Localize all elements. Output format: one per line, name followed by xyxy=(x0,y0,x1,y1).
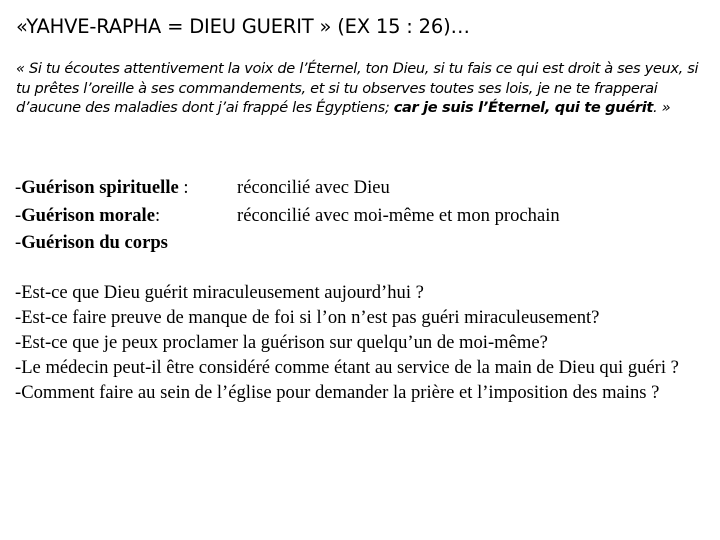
healing-dash: - xyxy=(15,232,22,254)
healing-dash: - xyxy=(15,177,22,198)
question-item: -Est-ce que Dieu guérit miraculeusement aujourd’hui ? xyxy=(15,282,424,303)
scripture-quote xyxy=(16,59,706,118)
quote-end: . » xyxy=(653,99,671,117)
question-item: -Est-ce que je peux proclamer la guérison sur quelqu’un de moi-même? xyxy=(15,332,548,354)
page-title: «YAHVE-RAPHA = DIEU GUERIT » (EX 15 : 26)… xyxy=(16,15,470,38)
healing-dash: - xyxy=(15,204,22,226)
healing-separator: : xyxy=(178,177,189,198)
question-item: -Comment faire au sein de l’église pour demander la prière et l’imposition des mains ? xyxy=(15,382,660,404)
quote-text: « Si tu écoutes attentivement la voix de l’Éternel, ton Dieu, si tu fais ce qui est droit à ses yeux, si tu prêtes l’oreille à ses commandements, et si tu observes toutes ses lois, je ne te frapperai d’aucune des maladies dont j’ai frappé les Égyptiens; xyxy=(16,60,699,117)
healing-item-body xyxy=(15,229,705,257)
healing-item-spiritual xyxy=(15,174,705,202)
questions-list xyxy=(15,283,699,408)
question-item: -Est-ce faire preuve de manque de foi si l’on n’est pas guéri miraculeusement? xyxy=(15,307,600,329)
healing-value: réconcilié avec Dieu xyxy=(237,177,390,198)
question-item: -Le médecin peut-il être considéré comme étant au service de la main de Dieu qui guéri ? xyxy=(15,357,679,379)
healing-item-moral xyxy=(15,202,705,230)
quote-bold-text: car je suis l’Éternel, qui te guérit xyxy=(393,99,653,117)
healing-value: réconcilié avec moi-même et mon prochain xyxy=(237,204,560,226)
healing-label: Guérison spirituelle xyxy=(21,177,179,198)
healing-list xyxy=(15,174,705,257)
healing-label: Guérison morale xyxy=(21,204,155,226)
healing-label: Guérison du corps xyxy=(21,232,168,254)
healing-separator: : xyxy=(154,204,161,226)
